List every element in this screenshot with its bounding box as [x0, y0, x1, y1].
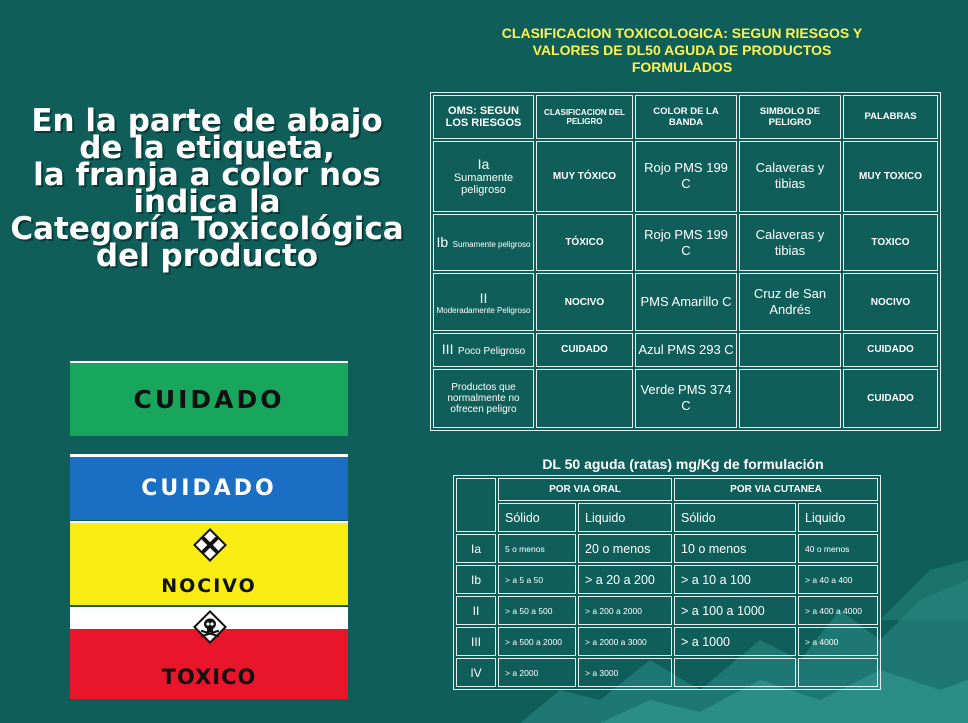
class-code: Ia — [477, 156, 490, 173]
value-cell: 5 o menos — [498, 534, 576, 563]
value-cell: > a 5 a 50 — [498, 565, 576, 594]
classification-table — [430, 92, 941, 431]
header-cell: PALABRAS — [843, 95, 938, 139]
value-cell: 10 o menos — [674, 534, 796, 563]
risk-class-cell — [433, 214, 534, 271]
level-cell: IV — [456, 658, 496, 687]
band-label: NOCIVO — [161, 575, 257, 597]
value-cell: > a 2000 — [498, 658, 576, 687]
class-code: III — [441, 340, 454, 357]
heading-line: En la parte de abajo — [31, 103, 383, 139]
band-label: CUIDADO — [141, 476, 277, 501]
heading-line: Categoría Toxicológica — [10, 211, 404, 247]
danger-cell: NOCIVO — [536, 273, 633, 330]
main-heading — [0, 103, 414, 274]
symbol-cell — [739, 369, 841, 428]
danger-cell — [536, 369, 633, 428]
symbol-cell: Cruz de San Andrés — [739, 273, 841, 330]
dl50-title: DL 50 aguda (ratas) mg/Kg de formulación — [542, 456, 824, 472]
heading-line: la franja a color nos — [33, 157, 381, 193]
level-cell: Ib — [456, 565, 496, 594]
table-row — [456, 534, 878, 563]
subheader-cell: Sólido — [498, 503, 576, 532]
risk-class-cell — [433, 141, 534, 212]
header-cell: SIMBOLO DE PELIGRO — [739, 95, 841, 139]
heading-line: del producto — [95, 238, 319, 274]
class-desc: Poco Peligroso — [457, 345, 526, 357]
value-cell: > a 1000 — [674, 627, 796, 656]
value-cell: > a 4000 — [798, 627, 878, 656]
classification-title — [452, 25, 912, 76]
band-color-cell: PMS Amarillo C — [635, 273, 737, 330]
title-line: VALORES DE DL50 AGUDA DE PRODUCTOS — [532, 42, 832, 58]
header-cell: CLASIFICACION DEL PELIGRO — [536, 95, 633, 139]
value-cell: > a 100 a 1000 — [674, 596, 796, 625]
band-color-cell: Rojo PMS 199 C — [635, 141, 737, 212]
band-label: CUIDADO — [133, 385, 285, 414]
subheader-cell: Liquido — [798, 503, 878, 532]
x-cross-icon — [192, 527, 228, 563]
danger-cell: CUIDADO — [536, 333, 633, 367]
red-band — [70, 607, 348, 699]
danger-cell: MUY TÓXICO — [536, 141, 633, 212]
value-cell: > a 500 a 2000 — [498, 627, 576, 656]
value-cell: > a 50 a 500 — [498, 596, 576, 625]
table-row — [433, 214, 938, 271]
risk-class-cell — [433, 273, 534, 330]
level-cell: II — [456, 596, 496, 625]
table-row — [433, 333, 938, 367]
group-header: POR VIA CUTANEA — [674, 478, 878, 501]
value-cell: > a 3000 — [578, 658, 672, 687]
class-desc: Sumamente peligroso — [452, 239, 531, 249]
level-cell: Ia — [456, 534, 496, 563]
symbol-cell: Calaveras y tibias — [739, 141, 841, 212]
band-color-cell: Azul PMS 293 C — [635, 333, 737, 367]
symbol-cell: Calaveras y tibias — [739, 214, 841, 271]
table-header-row — [433, 95, 938, 139]
value-cell: > a 200 a 2000 — [578, 596, 672, 625]
class-desc: Moderadamente Peligroso — [436, 305, 531, 315]
level-cell: III — [456, 627, 496, 656]
table-row — [433, 273, 938, 330]
corner-cell — [456, 478, 496, 532]
table-row — [456, 627, 878, 656]
yellow-band — [70, 521, 348, 605]
band-label: TOXICO — [161, 665, 257, 689]
title-line: FORMULADOS — [631, 59, 733, 75]
value-cell: > a 20 a 200 — [578, 565, 672, 594]
word-cell: NOCIVO — [843, 273, 938, 330]
heading-line: indica la — [133, 184, 281, 220]
table-subheader-row — [456, 503, 878, 532]
value-cell — [674, 658, 796, 687]
value-cell: > a 400 a 4000 — [798, 596, 878, 625]
title-line: CLASIFICACION TOXICOLOGICA: SEGUN RIESGOS Y — [501, 25, 863, 41]
value-cell: > a 2000 a 3000 — [578, 627, 672, 656]
subheader-cell: Sólido — [674, 503, 796, 532]
value-cell: 40 o menos — [798, 534, 878, 563]
table-row — [456, 596, 878, 625]
class-code: II — [479, 289, 488, 306]
blue-band — [70, 454, 348, 520]
header-cell: COLOR DE LA BANDA — [635, 95, 737, 139]
subheader-cell: Liquido — [578, 503, 672, 532]
risk-class-cell — [433, 333, 534, 367]
dl50-table — [453, 475, 881, 690]
skull-icon — [192, 609, 228, 645]
band-color-cell: Rojo PMS 199 C — [635, 214, 737, 271]
danger-cell: TÓXICO — [536, 214, 633, 271]
value-cell: > a 40 a 400 — [798, 565, 878, 594]
table-row — [456, 565, 878, 594]
class-code: Ib — [436, 233, 449, 250]
symbol-cell — [739, 333, 841, 367]
word-cell: MUY TOXICO — [843, 141, 938, 212]
table-header-row — [456, 478, 878, 501]
class-desc: Productos que normalmente no ofrecen peligro — [447, 381, 520, 415]
word-cell: TOXICO — [843, 214, 938, 271]
value-cell: > a 10 a 100 — [674, 565, 796, 594]
risk-class-cell — [433, 369, 534, 428]
band-color-cell: Verde PMS 374 C — [635, 369, 737, 428]
value-cell — [798, 658, 878, 687]
word-cell: CUIDADO — [843, 369, 938, 428]
header-cell: OMS: SEGUN LOS RIESGOS — [433, 95, 534, 139]
table-row — [433, 369, 938, 428]
table-row — [456, 658, 878, 687]
group-header: POR VIA ORAL — [498, 478, 672, 501]
table-row — [433, 141, 938, 212]
heading-line: de la etiqueta, — [79, 130, 335, 166]
class-desc: Sumamente peligroso — [453, 172, 514, 197]
word-cell: CUIDADO — [843, 333, 938, 367]
value-cell: 20 o menos — [578, 534, 672, 563]
green-band — [70, 361, 348, 436]
